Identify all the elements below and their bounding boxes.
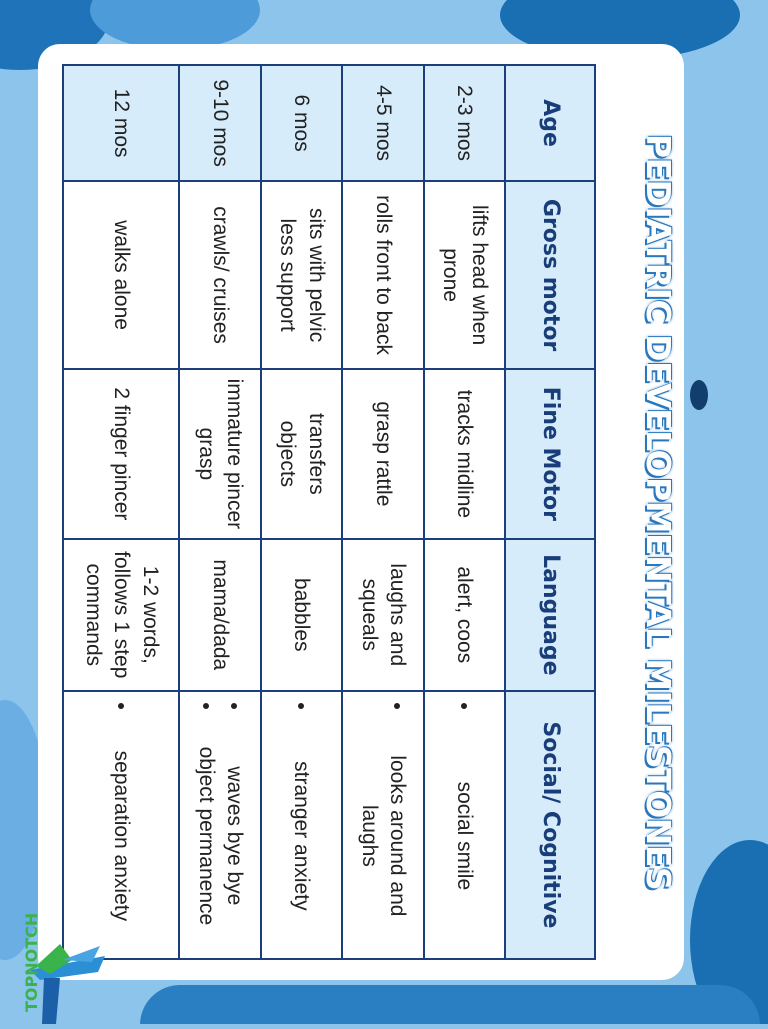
- list-item: • object permanence: [192, 722, 220, 950]
- logo-mark-icon: [0, 900, 110, 1024]
- cell-age: 12 mos: [63, 65, 179, 181]
- cell-language: laughs and squeals: [342, 539, 423, 691]
- cell-language: 1-2 words, follows 1 step commands: [63, 539, 179, 691]
- background-splash: [140, 985, 760, 1024]
- table-header-row: [505, 65, 595, 959]
- logo-text: TOPNOTCH: [22, 912, 41, 1012]
- header-age: Age: [505, 65, 595, 181]
- social-list: [192, 700, 249, 950]
- cell-age: 4-5 mos: [342, 65, 423, 181]
- header-social-cognitive: Social/ Cognitive: [505, 691, 595, 959]
- cell-social-cognitive: [261, 691, 342, 959]
- social-list: [287, 700, 315, 950]
- cell-language: babbles: [261, 539, 342, 691]
- table-row: [424, 65, 505, 959]
- header-language: Language: [505, 539, 595, 691]
- list-item: • separation anxiety: [107, 722, 135, 950]
- cell-gross-motor: lifts head when prone: [424, 181, 505, 369]
- list-item: • looks around and laughs: [354, 722, 411, 950]
- cell-fine-motor: transfers objects: [261, 369, 342, 539]
- list-item: • waves bye bye: [220, 722, 248, 950]
- cell-age: 2-3 mos: [424, 65, 505, 181]
- cell-social-cognitive: [424, 691, 505, 959]
- table-row: [63, 65, 179, 959]
- cell-gross-motor: sits with pelvic less support: [261, 181, 342, 369]
- cell-gross-motor: rolls front to back: [342, 181, 423, 369]
- list-item: • social smile: [450, 722, 478, 950]
- social-list: [354, 700, 411, 950]
- table-body: [63, 65, 505, 959]
- cell-social-cognitive: [342, 691, 423, 959]
- cell-language: mama/dada: [179, 539, 260, 691]
- milestones-table: [62, 64, 596, 960]
- cell-fine-motor: immature pincer grasp: [179, 369, 260, 539]
- cell-gross-motor: walks alone: [63, 181, 179, 369]
- cell-age: 6 mos: [261, 65, 342, 181]
- cell-fine-motor: grasp rattle: [342, 369, 423, 539]
- table-row: [261, 65, 342, 959]
- social-list: [107, 700, 135, 950]
- header-fine-motor: Fine Motor: [505, 369, 595, 539]
- page-title: PEDIATRIC DEVELOPMENTAL MILESTONES: [639, 133, 679, 891]
- cell-language: alert, coos: [424, 539, 505, 691]
- table-row: [342, 65, 423, 959]
- cell-social-cognitive: [179, 691, 260, 959]
- table-row: [179, 65, 260, 959]
- header-gross-motor: Gross motor: [505, 181, 595, 369]
- cell-fine-motor: 2 finger pincer: [63, 369, 179, 539]
- cell-fine-motor: tracks midline: [424, 369, 505, 539]
- topnotch-logo: [0, 900, 110, 1024]
- cell-age: 9-10 mos: [179, 65, 260, 181]
- cell-gross-motor: crawls/ cruises: [179, 181, 260, 369]
- list-item: • stranger anxiety: [287, 722, 315, 950]
- social-list: [450, 700, 478, 950]
- rotated-content: [40, 40, 704, 984]
